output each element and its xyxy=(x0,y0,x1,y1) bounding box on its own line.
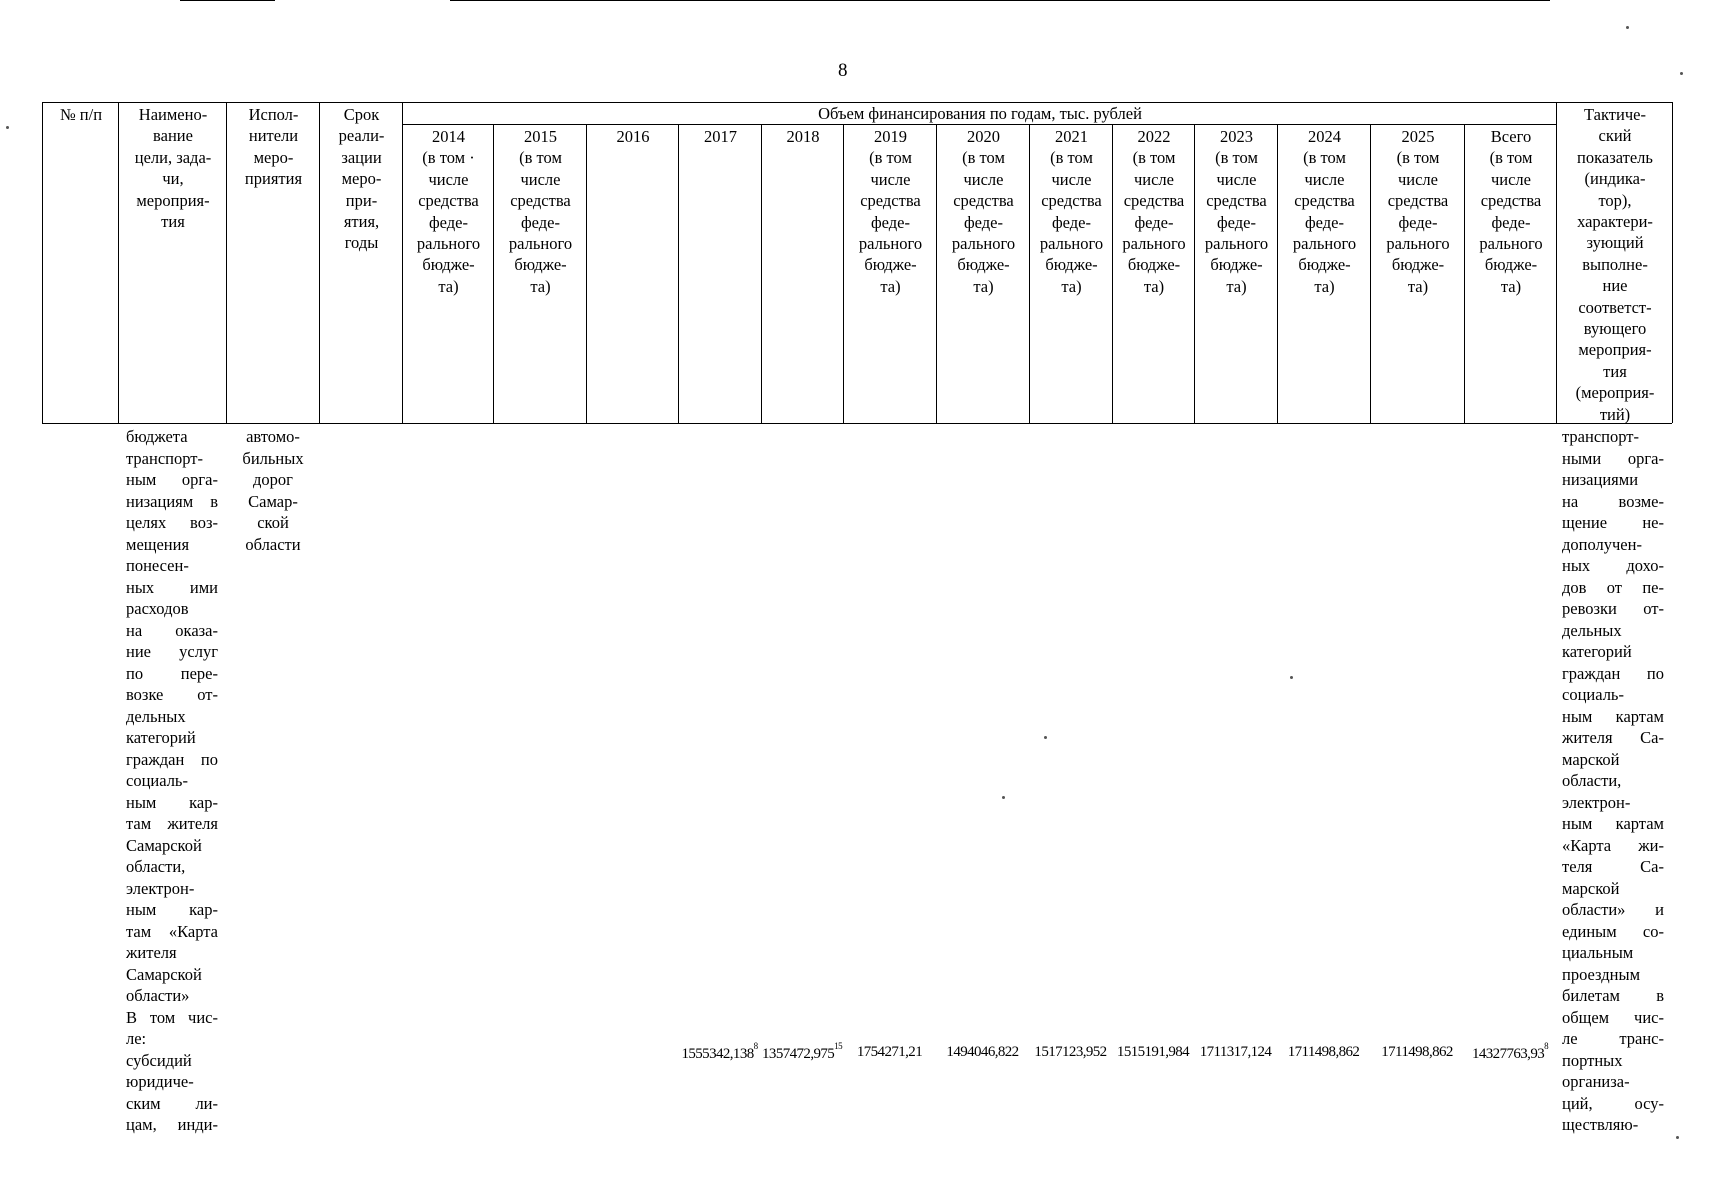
text-line: ных ими xyxy=(126,577,218,597)
text-line: категорий xyxy=(126,728,196,747)
text-line: дов от пе- xyxy=(1562,577,1664,597)
text-line: Самар- xyxy=(248,491,298,511)
text-line: ных дохо- xyxy=(1562,556,1664,575)
header-year-7: 2021 (в том числе средства феде- рального бюдже- та) xyxy=(1039,127,1104,296)
col-border xyxy=(1370,124,1371,423)
text-line: теля Са- xyxy=(1562,857,1664,876)
text-line: единым со- xyxy=(1562,921,1664,941)
header-executor: Испол- нители меро- приятия xyxy=(244,105,303,189)
header-bottom-border xyxy=(42,423,1672,424)
text-line: ным кар- xyxy=(126,900,218,919)
value-cell xyxy=(1108,1044,1198,1061)
col-border xyxy=(226,102,227,423)
text-line: портных xyxy=(1562,1050,1623,1070)
header-year-6: 2020 (в том числе средства феде- рального бюдже- та) xyxy=(951,127,1016,296)
header-year-4: 2018 xyxy=(786,127,820,146)
text-line: возке от- xyxy=(126,685,218,704)
text-line: расходов xyxy=(126,599,189,618)
row-indicator-text xyxy=(1562,426,1664,1136)
scan-speck xyxy=(1626,26,1629,29)
text-line: автомо- xyxy=(246,427,300,446)
text-line: области, xyxy=(1562,771,1622,790)
text-line: щение не- xyxy=(1562,513,1664,532)
text-line: области, xyxy=(126,857,186,876)
scan-speck xyxy=(1044,736,1047,739)
header-year-5: 2019 (в том числе средства феде- рального бюдже- та) xyxy=(858,127,923,296)
text-line: целях воз- xyxy=(126,513,218,532)
header-year-3: 2017 xyxy=(704,127,737,146)
text-line: области» и xyxy=(1562,900,1664,919)
col-border xyxy=(42,102,43,423)
text-line: низациями xyxy=(1562,470,1639,489)
value-amount: 1357472,975 xyxy=(762,1046,835,1062)
header-indicator: Тактиче- ский показатель (индика- тор), характери- зующий выполне- ние соответст- вующего мероприя- тия (мероприя- тий) xyxy=(1575,105,1655,424)
row-name-text xyxy=(126,426,218,1136)
footnote-mark: 8 xyxy=(1544,1041,1549,1051)
col-border xyxy=(678,124,679,423)
col-border xyxy=(1112,124,1113,423)
text-line: организа- xyxy=(1562,1072,1630,1091)
text-line: по пере- xyxy=(126,663,218,683)
footnote-mark: 15 xyxy=(834,1041,842,1051)
scan-speck xyxy=(1680,72,1683,75)
text-line: ской xyxy=(257,513,289,532)
value-amount: 1754271,21 xyxy=(856,1044,923,1060)
value-cell xyxy=(1025,1044,1116,1061)
header-year-10: 2024 (в том числе средства феде- рального бюдже- та) xyxy=(1292,127,1357,296)
funding-subheader-line xyxy=(402,124,1556,125)
header-num: № п/п xyxy=(59,105,103,124)
col-border xyxy=(1194,124,1195,423)
col-border xyxy=(319,102,320,423)
text-line: билетам в xyxy=(1562,986,1664,1005)
value-cell xyxy=(1190,1044,1281,1061)
value-amount: 1711317,124 xyxy=(1199,1044,1272,1060)
col-border xyxy=(1029,124,1030,423)
scan-speck xyxy=(1002,796,1005,799)
text-line: циальным xyxy=(1562,943,1634,962)
footnote-mark: 8 xyxy=(753,1041,758,1051)
col-border xyxy=(1277,124,1278,423)
text-line: ским ли- xyxy=(126,1093,218,1113)
text-line: граждан по xyxy=(1562,663,1664,683)
scan-edge-mark xyxy=(180,0,275,1)
value-cell xyxy=(1273,1044,1374,1061)
page-number: 8 xyxy=(838,60,848,81)
text-line: ществляю- xyxy=(1562,1115,1639,1134)
col-border xyxy=(1672,102,1673,423)
text-line: марской xyxy=(1562,878,1620,898)
text-line: бюджета xyxy=(126,427,188,446)
text-line: электрон- xyxy=(1562,792,1631,812)
text-line: граждан по xyxy=(126,749,218,769)
value-amount: 1494046,822 xyxy=(946,1044,1019,1060)
text-line: низациям в xyxy=(126,491,218,511)
text-line: «Карта жи- xyxy=(1562,835,1664,855)
value-cell xyxy=(1366,1044,1468,1061)
value-cell xyxy=(1460,1041,1560,1063)
col-border xyxy=(1464,124,1465,423)
text-line: Самарской xyxy=(126,964,202,984)
value-amount: 1711498,862 xyxy=(1381,1044,1453,1060)
value-cell xyxy=(839,1044,940,1061)
text-line: бильных xyxy=(242,448,304,468)
header-year-9: 2023 (в том числе средства феде- рального бюдже- та) xyxy=(1204,127,1269,296)
header-year-2: 2016 xyxy=(616,127,650,146)
header-name: Наимено- вание цели, зада- чи, мероприя- тия xyxy=(134,105,212,232)
text-line: проездным xyxy=(1562,964,1641,984)
scan-speck xyxy=(1290,676,1293,679)
text-line: мещения xyxy=(126,534,190,554)
text-line: на оказа- xyxy=(126,620,218,640)
text-line: области xyxy=(245,534,301,554)
scan-speck xyxy=(1676,1136,1679,1139)
text-line: субсидий xyxy=(126,1050,192,1070)
header-year-0: 2014 (в том · числе средства феде- рального бюдже- та) xyxy=(416,127,481,296)
text-line: ревозки от- xyxy=(1562,599,1664,618)
text-line: жителя Са- xyxy=(1562,728,1664,747)
value-cell xyxy=(674,1041,765,1063)
text-line: ным кар- xyxy=(126,792,218,812)
text-line: ным картам xyxy=(1562,814,1664,833)
col-border xyxy=(936,124,937,423)
text-line: электрон- xyxy=(126,878,195,898)
text-line: социаль- xyxy=(126,771,188,790)
col-border xyxy=(843,124,844,423)
header-funding-title: Объем финансирования по годам, тыс. рублей xyxy=(818,104,1142,123)
text-line: понесен- xyxy=(126,556,189,575)
text-line: цам, инди- xyxy=(126,1115,218,1134)
text-line: юридиче- xyxy=(126,1072,194,1091)
value-amount: 1517123,952 xyxy=(1034,1044,1107,1060)
col-border xyxy=(761,124,762,423)
scan-speck xyxy=(6,126,9,129)
text-line: транспорт- xyxy=(126,448,203,468)
text-line: общем чис- xyxy=(1562,1007,1664,1027)
col-border xyxy=(118,102,119,423)
header-year-8: 2022 (в том числе средства феде- рального бюдже- та) xyxy=(1122,127,1186,296)
text-line: дорог xyxy=(253,470,293,489)
header-term: Срок реали- зации меро- при- ятия, годы xyxy=(338,105,385,253)
col-border xyxy=(493,124,494,423)
text-line: дельных xyxy=(126,706,186,726)
text-line: ций, осу- xyxy=(1562,1093,1664,1113)
text-line: дельных xyxy=(1562,620,1622,640)
row-executor-text xyxy=(229,426,317,555)
text-line: транспорт- xyxy=(1562,427,1639,446)
text-line: там «Карта xyxy=(126,921,218,941)
text-line: ле: xyxy=(126,1029,147,1048)
col-border xyxy=(402,102,403,423)
text-line: Самарской xyxy=(126,835,202,855)
text-line: ным картам xyxy=(1562,706,1664,726)
text-line: ние услуг xyxy=(126,642,218,661)
header-year-12: Всего (в том числе средства феде- рального бюдже- та) xyxy=(1479,127,1543,296)
value-amount: 1711498,862 xyxy=(1287,1044,1360,1060)
value-amount: 1555342,138 xyxy=(681,1046,754,1062)
text-line: В том чис- xyxy=(126,1007,218,1027)
text-line: жителя xyxy=(126,943,177,962)
text-line: ле транс- xyxy=(1562,1029,1664,1048)
text-line: там жителя xyxy=(126,814,218,833)
value-cell xyxy=(757,1041,847,1063)
text-line: ным орга- xyxy=(126,470,218,489)
scan-edge-mark xyxy=(450,0,1550,1)
text-line: области» xyxy=(126,986,190,1005)
col-border xyxy=(586,124,587,423)
text-line: марской xyxy=(1562,749,1620,769)
header-year-1: 2015 (в том числе средства феде- рального бюдже- та) xyxy=(508,127,573,296)
text-line: ными орга- xyxy=(1562,448,1664,468)
header-year-11: 2025 (в том числе средства феде- рального бюдже- та) xyxy=(1386,127,1450,296)
value-amount: 14327763,93 xyxy=(1471,1046,1545,1062)
text-line: на возме- xyxy=(1562,491,1664,511)
value-cell xyxy=(932,1044,1033,1061)
text-line: дополучен- xyxy=(1562,534,1642,554)
text-line: социаль- xyxy=(1562,685,1624,704)
text-line: категорий xyxy=(1562,642,1632,661)
value-amount: 1515191,984 xyxy=(1116,1044,1190,1060)
col-border xyxy=(1556,102,1557,423)
